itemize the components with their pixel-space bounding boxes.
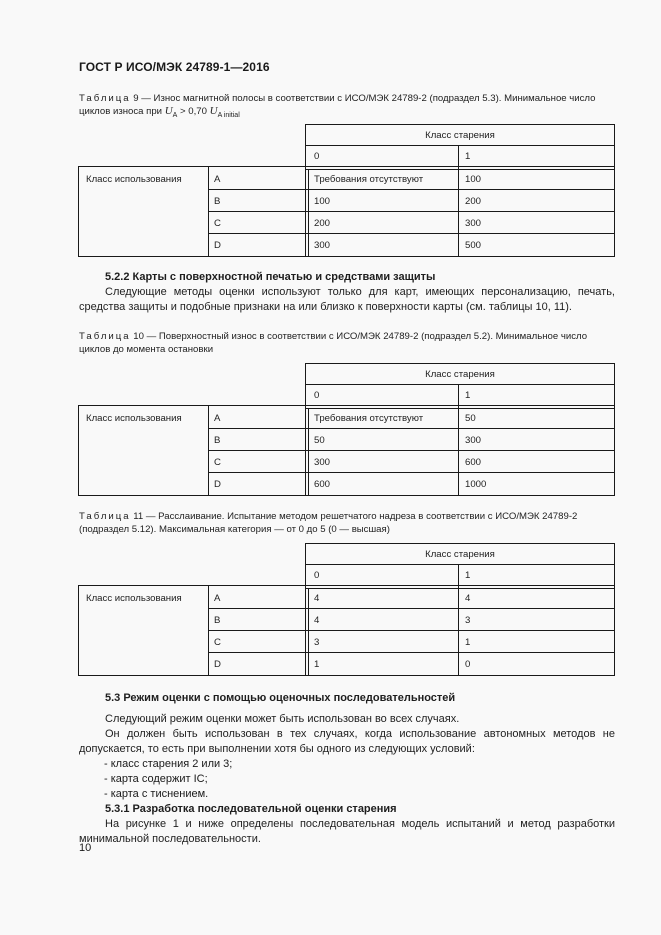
- table-cell: 1000: [465, 479, 487, 490]
- caption-text: циклов износа при: [79, 106, 165, 117]
- table-cell: 50: [465, 413, 476, 424]
- paragraph: На рисунке 1 и ниже определены последовательная модель испытаний и метод разработки минимальной последовательности.: [79, 818, 615, 845]
- table-cell: 500: [465, 240, 482, 251]
- row-class: A: [214, 174, 221, 185]
- page-number: 10: [79, 842, 92, 854]
- row-class: D: [214, 659, 221, 670]
- table-cell: 300: [465, 435, 482, 446]
- paragraph: Следующий режим оценки может быть использован во всех случаях.: [105, 713, 460, 725]
- caption-text: 11 — Расслаивание. Испытание методом решетчатого надреза в соответствии с ИСО/МЭК 24789-2: [130, 511, 578, 522]
- table-cell: 600: [465, 457, 482, 468]
- caption-text: циклов до момента остановки: [79, 344, 214, 355]
- group-header: Класс старения: [425, 549, 495, 560]
- row-class: B: [214, 615, 221, 626]
- paragraph: Следующие методы оценки используют только для карт, имеющих персонализацию, печать, средства защиты и подобные признаки на или близко к поверхности карты (см. таблицы 10, 11).: [79, 286, 615, 313]
- table-11: [0, 543, 661, 683]
- table-cell: 4: [314, 615, 320, 626]
- paragraph: Он должен быть использован в тех случаях, когда использование автономных методов не допускается, то есть при выполнении хотя бы одного из следующих условий:: [79, 728, 615, 755]
- list-item: - карта с тиснением.: [104, 788, 209, 800]
- table-9: [0, 124, 661, 264]
- list-item: - карта содержит IC;: [104, 773, 208, 785]
- row-class: B: [214, 196, 221, 207]
- list-item: - класс старения 2 или 3;: [104, 758, 233, 770]
- table-cell: 1: [314, 659, 320, 670]
- table-10: [0, 363, 661, 503]
- column-header: 0: [314, 390, 320, 401]
- section-heading: 5.3 Режим оценки с помощью оценочных последовательностей: [105, 692, 456, 704]
- table-10-caption: [79, 330, 615, 356]
- table-cell: 4: [465, 593, 471, 604]
- table-cell: 100: [314, 196, 331, 207]
- table-cell: 600: [314, 479, 331, 490]
- row-class: D: [214, 240, 221, 251]
- row-class: C: [214, 218, 221, 229]
- row-class: A: [214, 593, 221, 604]
- table-cell: Требования отсутствуют: [314, 174, 424, 185]
- group-header: Класс старения: [425, 369, 495, 380]
- table-11-caption: [79, 510, 615, 536]
- column-header: 1: [465, 570, 471, 581]
- table-9-caption: [79, 92, 615, 122]
- row-group-label: Класс использования: [86, 413, 182, 424]
- row-group-label: Класс использования: [86, 174, 182, 185]
- column-header: 1: [465, 390, 471, 401]
- row-class: D: [214, 479, 221, 490]
- table-cell: 300: [465, 218, 482, 229]
- caption-subscript: A initial: [217, 111, 240, 119]
- caption-text: 10 — Поверхностный износ в соответствии с ИСО/МЭК 24789-2 (подраздел 5.2). Минимальное число: [130, 331, 588, 342]
- table-cell: 4: [314, 593, 320, 604]
- row-class: C: [214, 637, 221, 648]
- table-cell: 1: [465, 637, 471, 648]
- row-group-label: Класс использования: [86, 593, 182, 604]
- table-cell: 200: [314, 218, 331, 229]
- caption-text: 9 — Износ магнитной полосы в соответствии с ИСО/МЭК 24789-2 (подраздел 5.3). Минимальное число: [130, 93, 596, 104]
- caption-subscript: A: [172, 111, 178, 119]
- caption-text: (подраздел 5.12). Максимальная категория — от 0 до 5 (0 — высшая): [79, 524, 390, 535]
- table-cell: 300: [314, 457, 331, 468]
- table-cell: 200: [465, 196, 482, 207]
- column-header: 0: [314, 570, 320, 581]
- caption-label: Таблица: [79, 93, 131, 104]
- caption-text: > 0,70: [177, 106, 210, 117]
- row-class: B: [214, 435, 221, 446]
- column-header: 1: [465, 151, 471, 162]
- table-cell: Требования отсутствуют: [314, 413, 424, 424]
- table-cell: 300: [314, 240, 331, 251]
- table-cell: 3: [314, 637, 320, 648]
- table-cell: 100: [465, 174, 482, 185]
- document-header: ГОСТ Р ИСО/МЭК 24789-1—2016: [79, 60, 270, 74]
- group-header: Класс старения: [425, 130, 495, 141]
- caption-label: Таблица: [79, 331, 131, 342]
- row-class: C: [214, 457, 221, 468]
- table-cell: 50: [314, 435, 325, 446]
- caption-variable: U: [209, 105, 218, 117]
- row-class: A: [214, 413, 221, 424]
- section-heading: 5.3.1 Разработка последовательной оценки старения: [105, 803, 397, 815]
- column-header: 0: [314, 151, 320, 162]
- table-cell: 3: [465, 615, 471, 626]
- section-heading: 5.2.2 Карты с поверхностной печатью и средствами защиты: [105, 271, 436, 283]
- caption-variable: U: [164, 105, 173, 117]
- caption-label: Таблица: [79, 511, 131, 522]
- table-cell: 0: [465, 659, 471, 670]
